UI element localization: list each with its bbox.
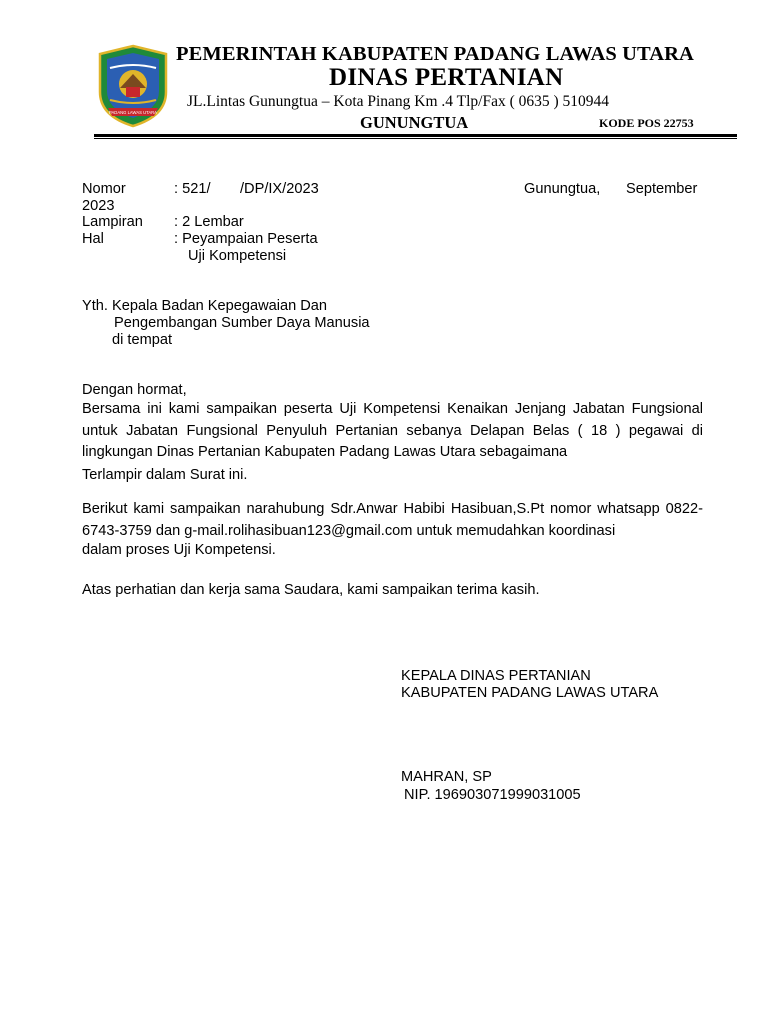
hal-value: : Peyampaian Peserta bbox=[174, 231, 318, 247]
office-address: JL.Lintas Gunungtua – Kota Pinang Km .4 Tlp/Fax ( 0635 ) 510944 bbox=[187, 93, 610, 110]
letter-year: 2023 bbox=[82, 198, 115, 214]
recipient-line-3: di tempat bbox=[112, 332, 173, 348]
department-name: DINAS PERTANIAN bbox=[329, 64, 564, 91]
signatory-name: MAHRAN, SP bbox=[401, 769, 492, 785]
letter-month: September bbox=[626, 181, 698, 197]
hal-label: Hal bbox=[82, 231, 104, 247]
lampiran-value: : 2 Lembar bbox=[174, 214, 244, 230]
nomor-suffix: /DP/IX/2023 bbox=[240, 181, 319, 197]
lampiran-label: Lampiran bbox=[82, 214, 143, 230]
office-city: GUNUNGTUA bbox=[360, 113, 469, 132]
paragraph-1 bbox=[82, 399, 703, 464]
paragraph-1-last-line: Terlampir dalam Surat ini. bbox=[82, 467, 248, 483]
paragraph-2-last-line: dalam proses Uji Kompetensi. bbox=[82, 542, 276, 558]
recipient-line-2: Pengembangan Sumber Daya Manusia bbox=[114, 315, 370, 331]
greeting: Dengan hormat, bbox=[82, 382, 187, 398]
letterhead-divider-thin bbox=[94, 138, 737, 139]
paragraph-2 bbox=[82, 499, 703, 542]
nomor-value: : 521/ bbox=[174, 181, 211, 197]
recipient-line-1: Yth. Kepala Badan Kepegawaian Dan bbox=[82, 298, 328, 314]
hal-value-continued: Uji Kompetensi bbox=[188, 248, 287, 264]
letter-place: Gunungtua, bbox=[524, 181, 601, 197]
signatory-title-1: KEPALA DINAS PERTANIAN bbox=[401, 668, 591, 684]
postal-code: KODE POS 22753 bbox=[599, 116, 694, 130]
signatory-nip: NIP. 196903071999031005 bbox=[404, 787, 581, 803]
closing-sentence: Atas perhatian dan kerja sama Saudara, kami sampaikan terima kasih. bbox=[82, 582, 540, 598]
logo-caption: PADANG LAWAS UTARA bbox=[109, 110, 157, 115]
paragraph-1-text: Bersama ini kami sampaikan peserta Uji Kompetensi Kenaikan Jenjang Jabatan Fungsional untuk Jabatan Fungsional Penyuluh Pertanian sebanya Delapan Belas ( 18 ) pegawai di lingkungan Dinas Pertanian Kabupaten Padang Lawas Utara sebagaimana bbox=[82, 401, 703, 460]
government-name: PEMERINTAH KABUPATEN PADANG LAWAS UTARA bbox=[176, 43, 694, 65]
nomor-label: Nomor bbox=[82, 181, 126, 197]
regency-emblem-logo bbox=[96, 44, 170, 128]
paragraph-2-text: Berikut kami sampaikan narahubung Sdr.Anwar Habibi Hasibuan,S.Pt nomor whatsapp 0822-6743-3759 dan g-mail.rolihasibuan123@gmail.com untuk memudahkan koordinasi bbox=[82, 501, 703, 539]
letterhead-divider-thick bbox=[94, 134, 737, 137]
signatory-title-2: KABUPATEN PADANG LAWAS UTARA bbox=[401, 685, 659, 701]
